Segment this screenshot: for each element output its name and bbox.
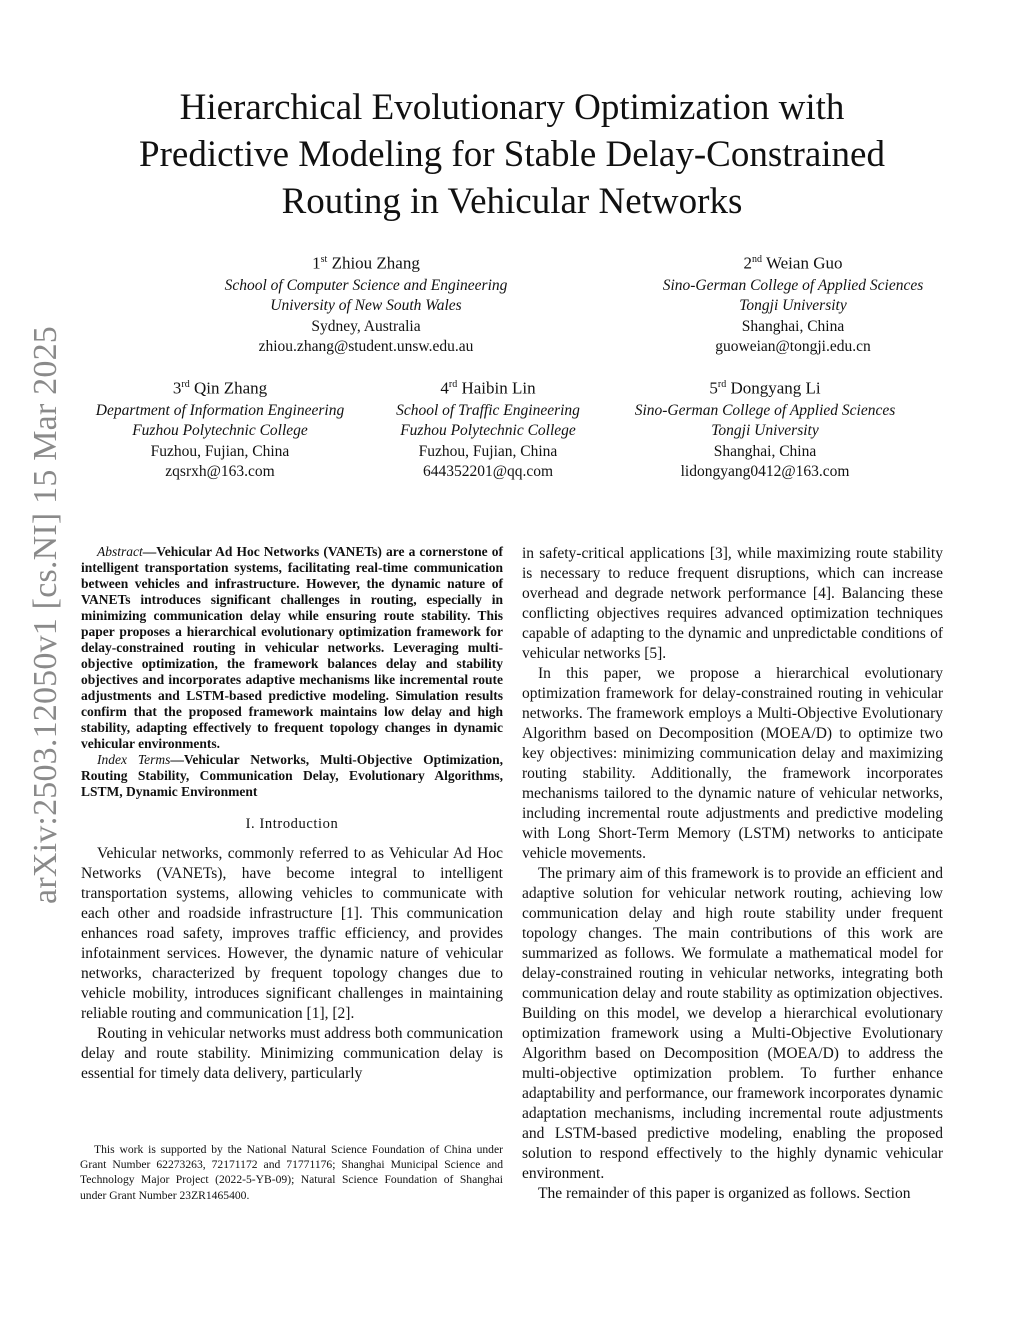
author-location: Shanghai, China [741, 317, 845, 335]
author-name: 5rd Dongyang Li [709, 378, 821, 398]
title-line: Hierarchical Evolutionary Optimization with [179, 87, 845, 128]
section-heading: I. Introduction [245, 816, 339, 832]
author-name: 1st Zhiou Zhang [312, 253, 420, 273]
arxiv-stamp-text: arXiv:2503.12050v1 [cs.NI] 15 Mar 2025 [27, 326, 64, 904]
body-paragraph: The remainder of this paper is organized as follows. Section [538, 1185, 911, 1202]
author-block-3 [70, 373, 370, 483]
author-name: 2nd Weian Guo [743, 253, 843, 273]
paper-title [80, 84, 944, 225]
abstract-text: —Vehicular Ad Hoc Networks (VANETs) are a cornerstone of intelligent transportation systems, facilitating real-time communication between vehicles and infrastructure. However, the dynamic nature of VANETs introduces significant challenges in routing, especially in minimizing communication delay while ensuring route stability. This paper proposes a hierarchical evolutionary optimization framework for delay-constrained routing in vehicular networks. Leveraging multi-objective optimization, the framework balances delay and stability objectives and incorporates adaptive mechanisms like incremental route adjustments and LSTM-based predictive modeling. Simulation results confirm that the proposed framework maintains low delay and high stability, adapting effectively to frequent topology changes in dynamic vehicular environments. [81, 544, 503, 751]
author-organization: Fuzhou Polytechnic College [132, 422, 308, 440]
author-organization: Tongji University [739, 297, 847, 315]
abstract [81, 544, 503, 752]
title-line: Routing in Vehicular Networks [281, 181, 743, 222]
author-block-4 [378, 373, 598, 483]
author-name: 3rd Qin Zhang [172, 378, 268, 398]
author-block-1 [206, 248, 526, 358]
author-department: School of Traffic Engineering [396, 401, 580, 419]
author-email: lidongyang0412@163.com [680, 463, 850, 481]
footnote [80, 1142, 503, 1203]
author-department: Department of Information Engineering [95, 401, 345, 419]
title-line: Predictive Modeling for Stable Delay-Constrained [139, 134, 885, 175]
body-paragraph: The primary aim of this framework is to provide an efficient and adaptive solution for vehicular network routing, achieving low communication delay and high route stability under frequent topology changes. The main contributions of this work are summarized as follows. We formulate a mathematical model for delay-constrained routing in vehicular networks, integrating both communication delay and route stability as optimization objectives. Building on this model, we develop a hierarchical evolutionary optimization framework using a Multi-Objective Evolutionary Algorithm based on Decomposition (MOEA/D) to address the multi-objective optimization problem. To further enhance adaptability and performance, our framework incorporates dynamic adaptation mechanisms, including incremental route adjustments and LSTM-based predictive modeling, enabling the proposed solution to respond effectively to the highly dynamic vehicular environment. [522, 865, 943, 1182]
body-paragraph: Vehicular networks, commonly referred to as Vehicular Ad Hoc Networks (VANETs), have become integral to intelligent transportation systems, allowing vehicles to communicate with each other and roadside infrastructure [1]. This communication enhances road safety, improves traffic efficiency, and provides infotainment services. However, the dynamic nature of vehicular networks, characterized by frequent topology changes due to vehicle mobility, introduces significant challenges in maintaining reliable routing and communication [1], [2]. [81, 845, 503, 1022]
right-column [522, 544, 943, 1204]
author-location: Sydney, Australia [311, 317, 421, 335]
author-block-5 [610, 373, 920, 483]
author-organization: Fuzhou Polytechnic College [400, 422, 576, 440]
author-location: Shanghai, China [713, 442, 817, 460]
author-organization: University of New South Wales [270, 297, 462, 315]
author-email: zqsrxh@163.com [165, 463, 275, 481]
arxiv-stamp [0, 0, 80, 1325]
author-department: School of Computer Science and Engineering [224, 276, 508, 294]
abstract-label: Abstract [97, 544, 143, 559]
index-terms-text: —Vehicular Networks, Multi-Objective Optimization, Routing Stability, Communication Delay, Evolutionary Algorithms, LSTM, Dynamic Environment [81, 752, 504, 799]
author-email: guoweian@tongji.edu.cn [715, 338, 871, 356]
author-email: 644352201@qq.com [422, 463, 554, 481]
left-column [81, 544, 503, 1084]
author-name: 4rd Haibin Lin [440, 378, 536, 398]
body-paragraph: Routing in vehicular networks must address both communication delay and route stability. Minimizing communication delay is essential for timely data delivery, particularly [81, 1025, 503, 1082]
index-terms-label: Index Terms [97, 752, 171, 767]
author-department: Sino-German College of Applied Sciences [634, 401, 896, 419]
author-location: Fuzhou, Fujian, China [150, 442, 290, 460]
body-paragraph: In this paper, we propose a hierarchical evolutionary optimization framework for delay-constrained routing in vehicular networks. The framework employs a Multi-Objective Evolutionary Algorithm based on Decomposition (MOEA/D) to optimize two key objectives: minimizing communication delay and maximizing routing stability. Additionally, the framework incorporates mechanisms tailored to the dynamic nature of vehicular networks, including incremental route adjustments and predictive modeling with Long Short-Term Memory (LSTM) networks to anticipate vehicle movements. [522, 665, 943, 862]
author-organization: Tongji University [711, 422, 819, 440]
index-terms [81, 752, 503, 800]
footnote-text: This work is supported by the National Natural Science Foundation of China under Grant Number 62273263, 72171172 and 71771176; Shanghai Municipal Science and Technology Major Project (2022-5-YB-09); Natural Science Foundation of Shanghai under Grant Number 23ZR1465400. [80, 1143, 503, 1202]
author-location: Fuzhou, Fujian, China [418, 442, 558, 460]
body-paragraph: in safety-critical applications [3], while maximizing route stability is necessary to reduce frequent disruptions, which can increase overhead and degrade network performance [4]. Balancing these conflicting objectives requires advanced optimization techniques capable of adapting to the dynamic and unpredictable conditions of vehicular networks [5]. [522, 545, 943, 662]
author-department: Sino-German College of Applied Sciences [662, 276, 924, 294]
author-block-2 [633, 248, 953, 358]
author-email: zhiou.zhang@student.unsw.edu.au [258, 338, 474, 356]
